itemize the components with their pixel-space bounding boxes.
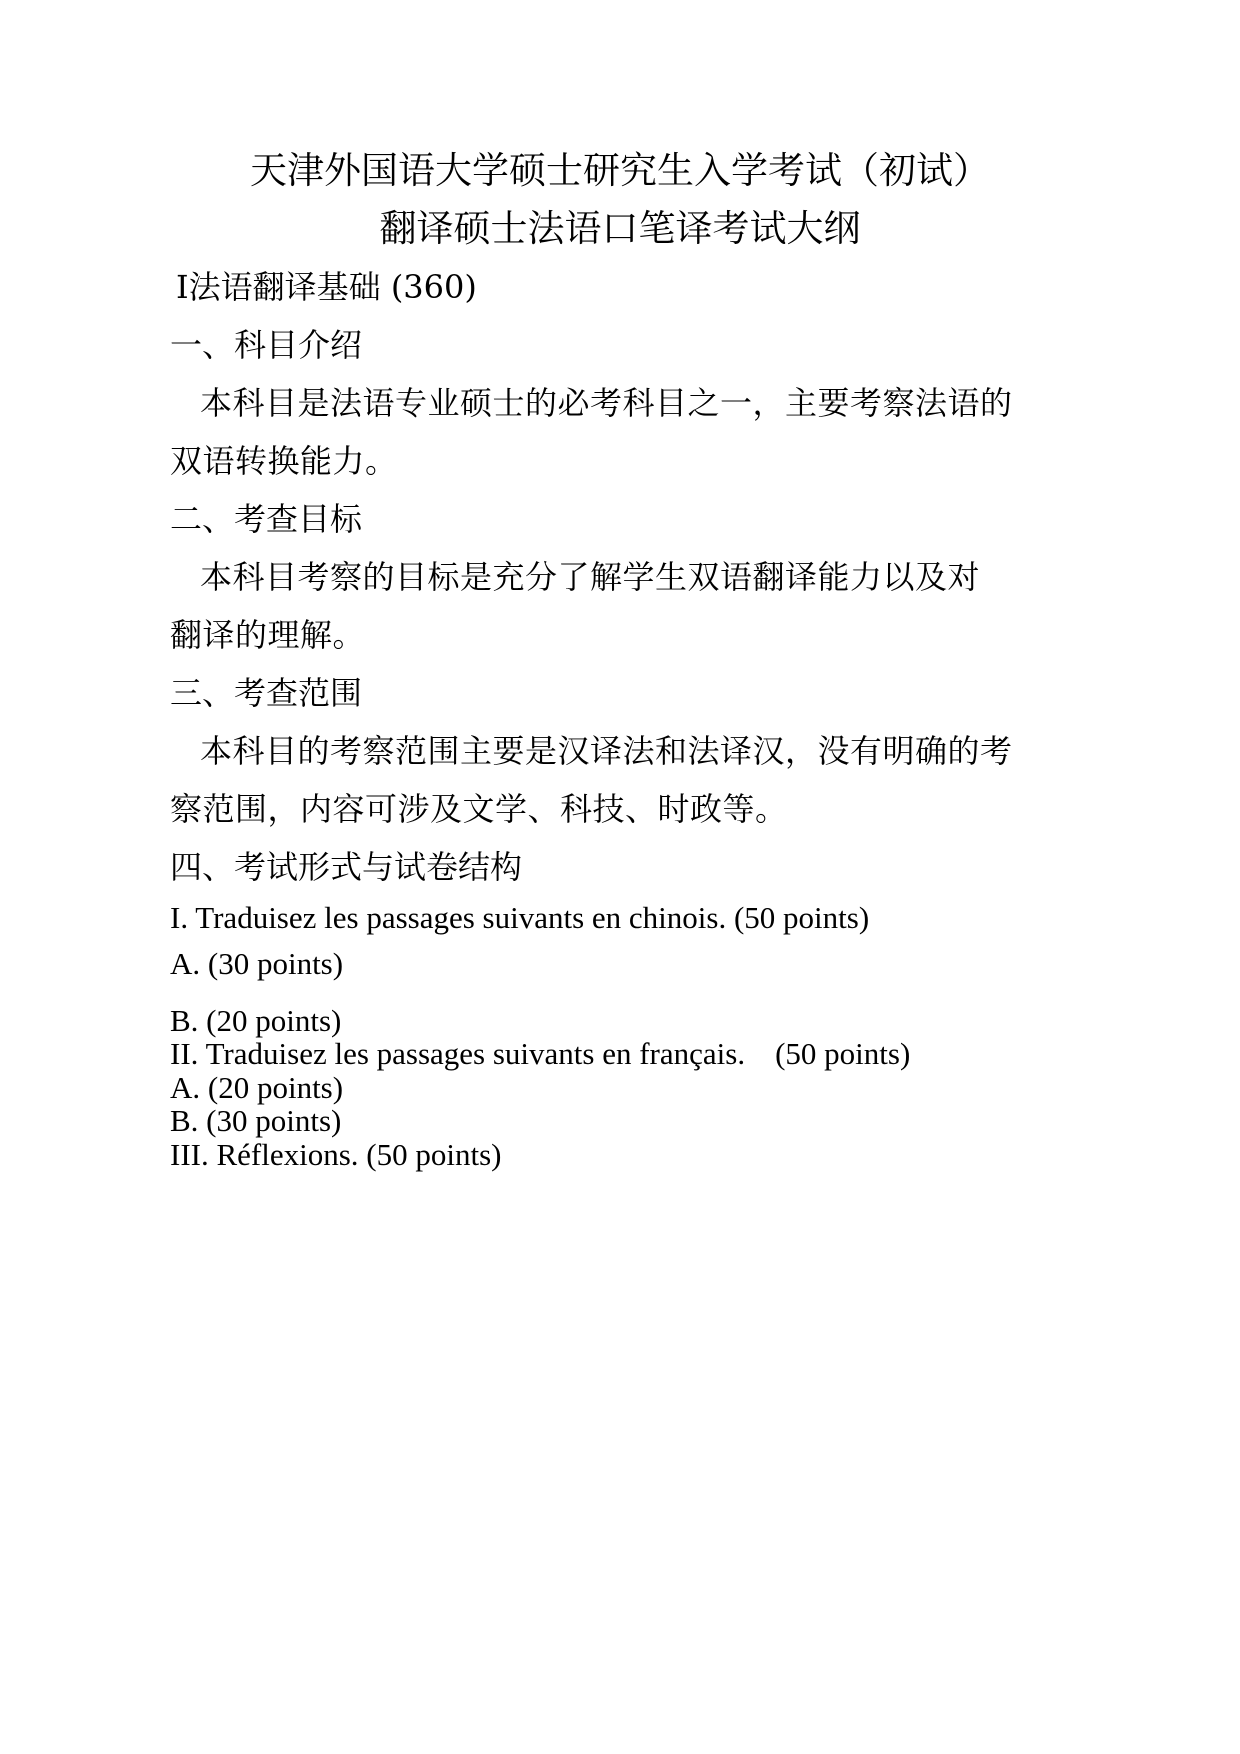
part-heading-2: 二、考查目标 <box>170 500 363 538</box>
exam-item-1-a: A. (30 points) <box>170 946 344 981</box>
exam-item-2-a: A. (20 points) <box>170 1070 344 1105</box>
part-body-2-line1: 本科目考察的目标是充分了解学生双语翻译能力以及对 <box>200 558 981 596</box>
part-heading-1: 一、科目介绍 <box>170 326 363 364</box>
part-body-3-line2: 察范围，内容可涉及文学、科技、时政等。 <box>170 790 788 828</box>
document-title-line2: 翻译硕士法语口笔译考试大纲 <box>379 207 861 250</box>
part-heading-4: 四、考试形式与试卷结构 <box>170 848 523 886</box>
exam-item-2-points: (50 points) <box>775 1036 911 1071</box>
part-heading-3: 三、考查范围 <box>170 674 363 712</box>
exam-item-1-b: B. (20 points) <box>170 1003 342 1038</box>
part-body-1-line2: 双语转换能力。 <box>170 442 398 480</box>
part-body-3-line1: 本科目的考察范围主要是汉译法和法译汉，没有明确的考 <box>200 732 1013 770</box>
section-heading: Ⅰ法语翻译基础 (360) <box>176 268 477 306</box>
part-body-1-line1: 本科目是法语专业硕士的必考科目之一，主要考察法语的 <box>200 384 1013 422</box>
exam-item-1: I. Traduisez les passages suivants en chinois. (50 points) <box>170 900 870 935</box>
exam-item-3: III. Réflexions. (50 points) <box>170 1137 502 1172</box>
exam-item-2-b: B. (30 points) <box>170 1103 342 1138</box>
exam-item-2-text: II. Traduisez les passages suivants en français. <box>170 1036 746 1071</box>
part-body-2-line2: 翻译的理解。 <box>170 616 366 654</box>
document-title-line1: 天津外国语大学硕士研究生入学考试（初试） <box>250 149 990 192</box>
exam-item-2 <box>170 1036 910 1072</box>
